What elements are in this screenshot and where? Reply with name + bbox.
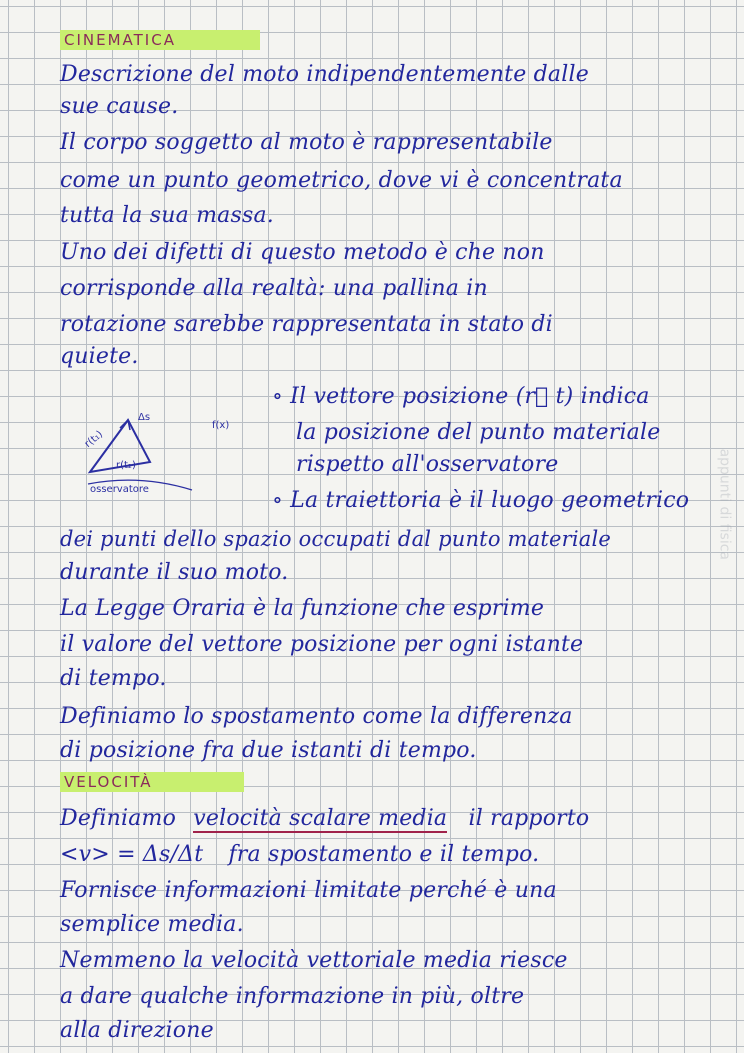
underlined-term: velocità scalare media	[193, 806, 448, 831]
text-line: come un punto geometrico, dove vi è concentrata	[60, 168, 623, 193]
text-line: Definiamo lo spostamento come la differenza	[60, 704, 573, 729]
side-watermark: appunti di fisica	[716, 448, 732, 560]
text-line	[60, 842, 539, 868]
text-line: quiete.	[60, 344, 139, 369]
label-r1: r(t₁)	[82, 428, 106, 451]
text-fragment: il rapporto	[468, 806, 590, 831]
text-line: Descrizione del moto indipendentemente dalle	[60, 62, 589, 87]
text-line: semplice media.	[60, 912, 244, 937]
text-line: La Legge Oraria è la funzione che esprime	[60, 596, 545, 621]
text-line: Nemmeno la velocità vettoriale media riesce	[60, 948, 568, 973]
text-line: rispetto all'osservatore	[296, 452, 559, 477]
text-line: ∘ Il vettore posizione (r⃗ t) indica	[272, 384, 650, 409]
text-line: la posizione del punto materiale	[296, 420, 661, 445]
text-line: dei punti dello spazio occupati dal punto materiale	[60, 527, 612, 551]
text-line: Il corpo soggetto al moto è rappresentabile	[60, 130, 553, 155]
text-fragment: fra spostamento e il tempo.	[228, 842, 540, 867]
text-line: di posizione fra due istanti di tempo.	[60, 738, 477, 763]
text-line: alla direzione	[60, 1018, 214, 1043]
text-line: Uno dei difetti di questo metodo è che non	[60, 240, 545, 265]
label-observer: osservatore	[90, 484, 149, 495]
text-fragment: Definiamo	[60, 806, 177, 831]
heading-cinematica: CINEMATICA	[60, 30, 260, 50]
text-line: tutta la sua massa.	[60, 203, 274, 228]
label-r2: r(t₂)	[116, 460, 136, 471]
label-fx: f(x)	[212, 420, 230, 431]
text-line: il valore del vettore posizione per ogni istante	[60, 632, 584, 657]
text-line: sue cause.	[60, 94, 179, 119]
text-line: Fornisce informazioni limitate perché è una	[60, 878, 557, 903]
text-line: ∘ La traiettoria è il luogo geometrico	[272, 488, 690, 513]
text-line: di tempo.	[60, 666, 167, 691]
heading-velocita: VELOCITÀ	[60, 772, 244, 792]
text-line	[60, 806, 589, 832]
formula-average-velocity: <v> = Δs/Δt	[60, 842, 204, 867]
label-delta-s: Δs	[138, 412, 151, 423]
position-vector-diagram	[80, 402, 230, 506]
text-line: a dare qualche informazione in più, oltre	[60, 984, 525, 1009]
text-line: corrisponde alla realtà: una pallina in	[60, 276, 488, 301]
text-line: rotazione sarebbe rappresentata in stato di	[60, 312, 553, 337]
text-line: durante il suo moto.	[60, 560, 289, 585]
